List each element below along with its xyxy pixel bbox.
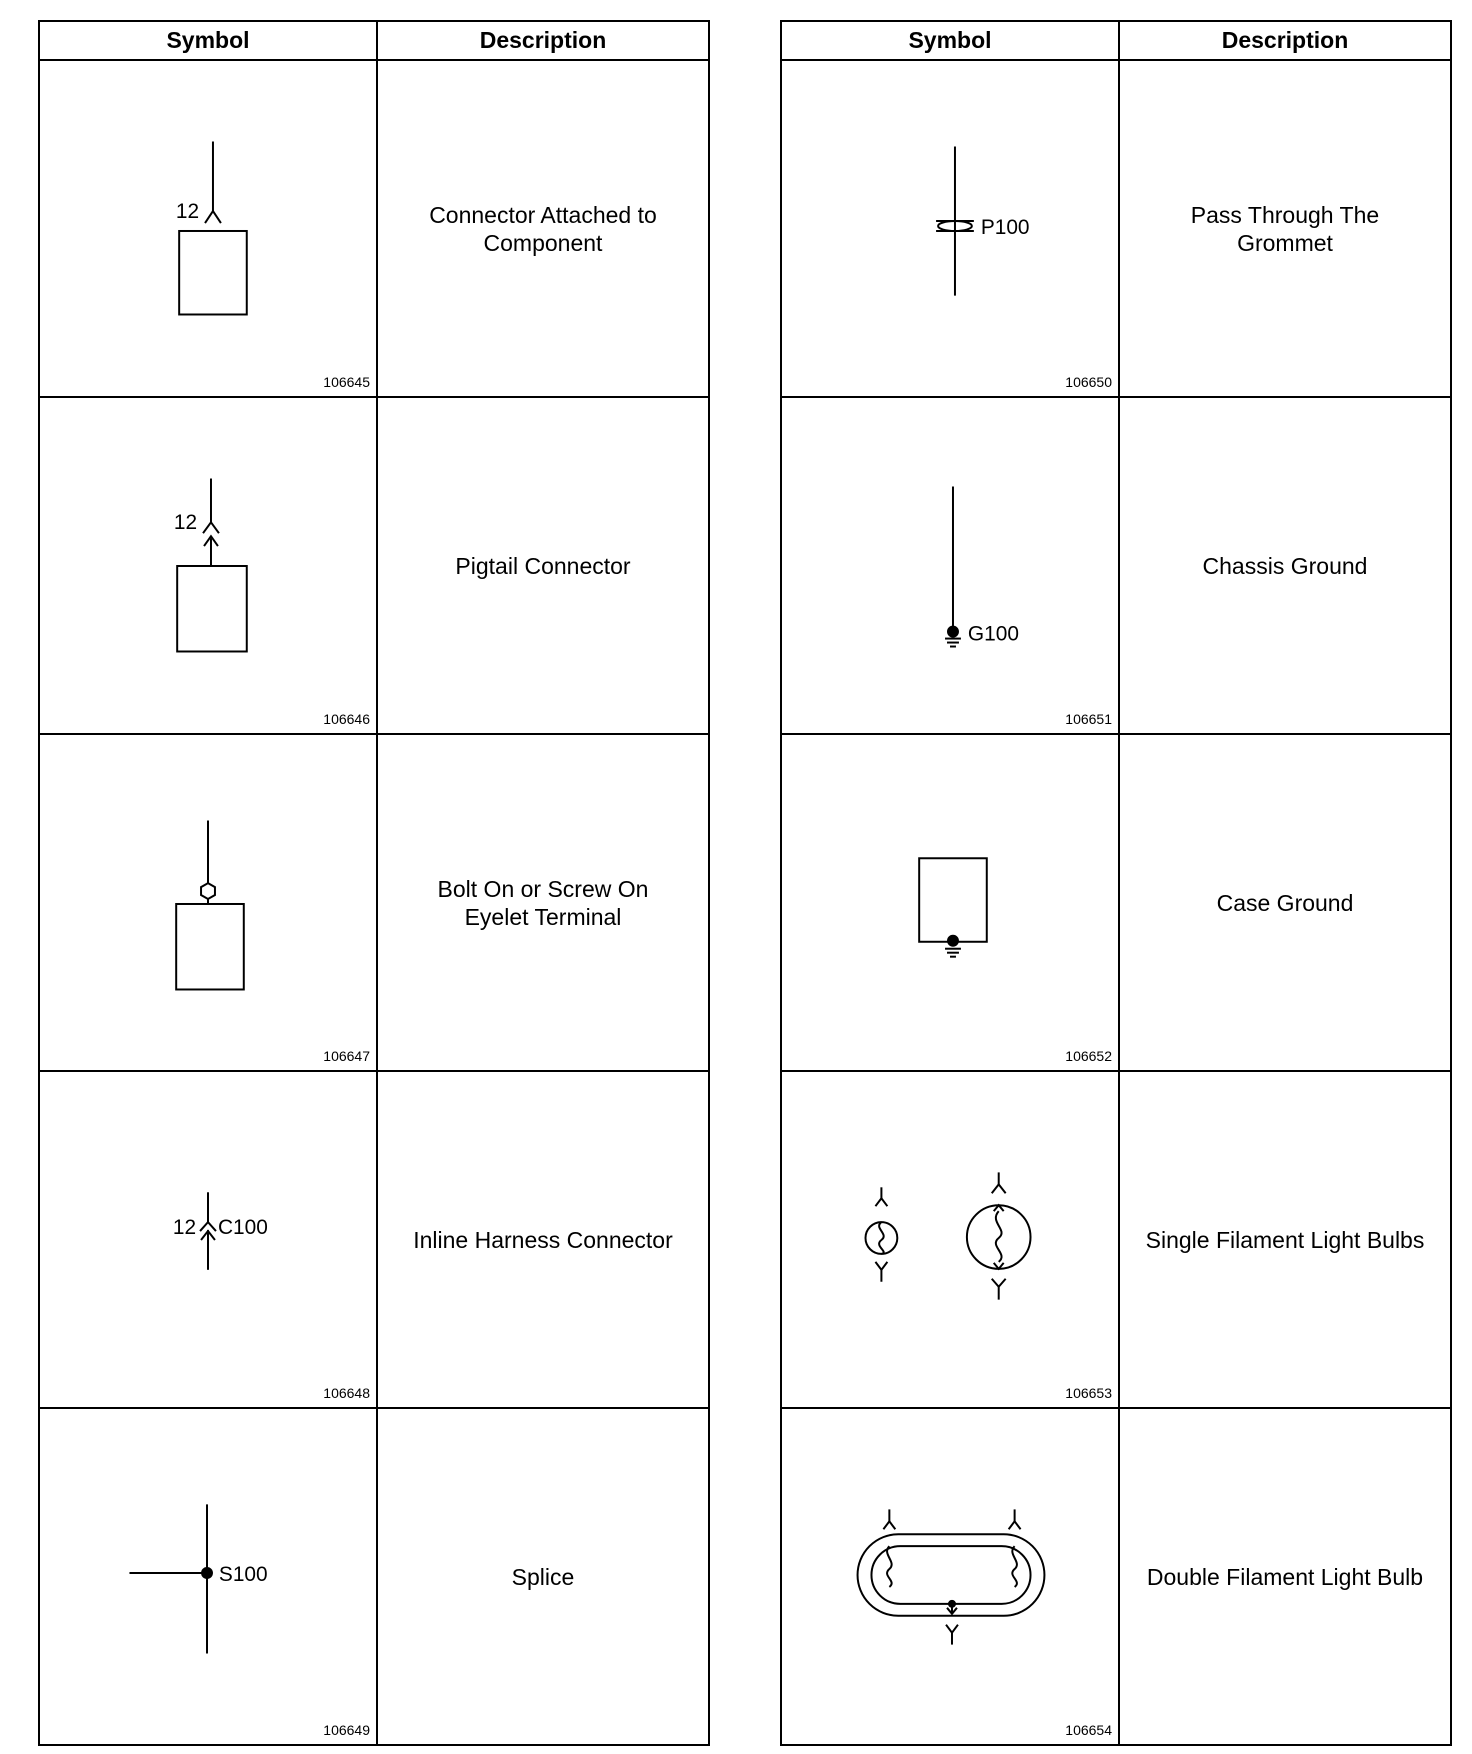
description-cell: Pigtail Connector <box>377 397 709 734</box>
figure-id: 106646 <box>323 711 370 727</box>
table-row <box>39 397 709 734</box>
description-header: Description <box>1119 21 1451 60</box>
connector-label: C100 <box>217 1216 268 1240</box>
single-filament-bulb-icon <box>782 1072 1118 1407</box>
figure-id: 106650 <box>1065 374 1112 390</box>
grommet-label: P100 <box>980 215 1030 239</box>
pin-label: 12 <box>175 200 200 224</box>
figure-id: 106645 <box>323 374 370 390</box>
table-row <box>781 734 1451 1071</box>
description-cell: Splice <box>377 1408 709 1745</box>
symbol-cell <box>39 1071 377 1408</box>
description-cell: Chassis Ground <box>1119 397 1451 734</box>
figure-id: 106653 <box>1065 1385 1112 1401</box>
table-row <box>39 1071 709 1408</box>
symbol-header: Symbol <box>781 21 1119 60</box>
splice-label: S100 <box>218 1562 268 1586</box>
table-row <box>39 1408 709 1745</box>
description-cell: Single Filament Light Bulbs <box>1119 1071 1451 1408</box>
description-cell: Double Filament Light Bulb <box>1119 1408 1451 1745</box>
symbol-table-left <box>38 20 710 1746</box>
chassis-ground-icon <box>782 398 1118 733</box>
double-filament-bulb-icon <box>782 1409 1118 1744</box>
pigtail-connector-icon <box>40 398 376 733</box>
figure-id: 106654 <box>1065 1722 1112 1738</box>
symbol-cell <box>781 1071 1119 1408</box>
description-cell: Bolt On or Screw On Eyelet Terminal <box>377 734 709 1071</box>
table-row <box>39 734 709 1071</box>
inline-connector-icon <box>40 1072 376 1407</box>
table-row <box>39 60 709 397</box>
description-cell: Case Ground <box>1119 734 1451 1071</box>
description-header: Description <box>377 21 709 60</box>
eyelet-terminal-icon <box>40 735 376 1070</box>
pin-label: 12 <box>173 511 198 535</box>
case-ground-icon <box>782 735 1118 1070</box>
figure-id: 106649 <box>323 1722 370 1738</box>
symbol-header: Symbol <box>39 21 377 60</box>
table-row <box>781 1408 1451 1745</box>
symbol-cell <box>781 1408 1119 1745</box>
symbol-table-right <box>780 20 1452 1746</box>
symbol-cell <box>39 397 377 734</box>
ground-label: G100 <box>967 622 1019 646</box>
description-cell: Pass Through The Grommet <box>1119 60 1451 397</box>
symbol-cell <box>781 734 1119 1071</box>
symbol-cell <box>39 60 377 397</box>
description-cell: Inline Harness Connector <box>377 1071 709 1408</box>
symbol-cell <box>39 1408 377 1745</box>
description-cell: Connector Attached to Component <box>377 60 709 397</box>
table-row <box>781 1071 1451 1408</box>
figure-id: 106651 <box>1065 711 1112 727</box>
figure-id: 106652 <box>1065 1048 1112 1064</box>
splice-icon <box>40 1409 376 1744</box>
symbol-cell <box>781 397 1119 734</box>
symbol-cell <box>781 60 1119 397</box>
table-row <box>781 397 1451 734</box>
connector-attached-icon <box>40 61 376 396</box>
symbol-cell <box>39 734 377 1071</box>
figure-id: 106648 <box>323 1385 370 1401</box>
pin-label: 12 <box>172 1216 197 1240</box>
figure-id: 106647 <box>323 1048 370 1064</box>
table-row <box>781 60 1451 397</box>
grommet-icon <box>782 61 1118 396</box>
